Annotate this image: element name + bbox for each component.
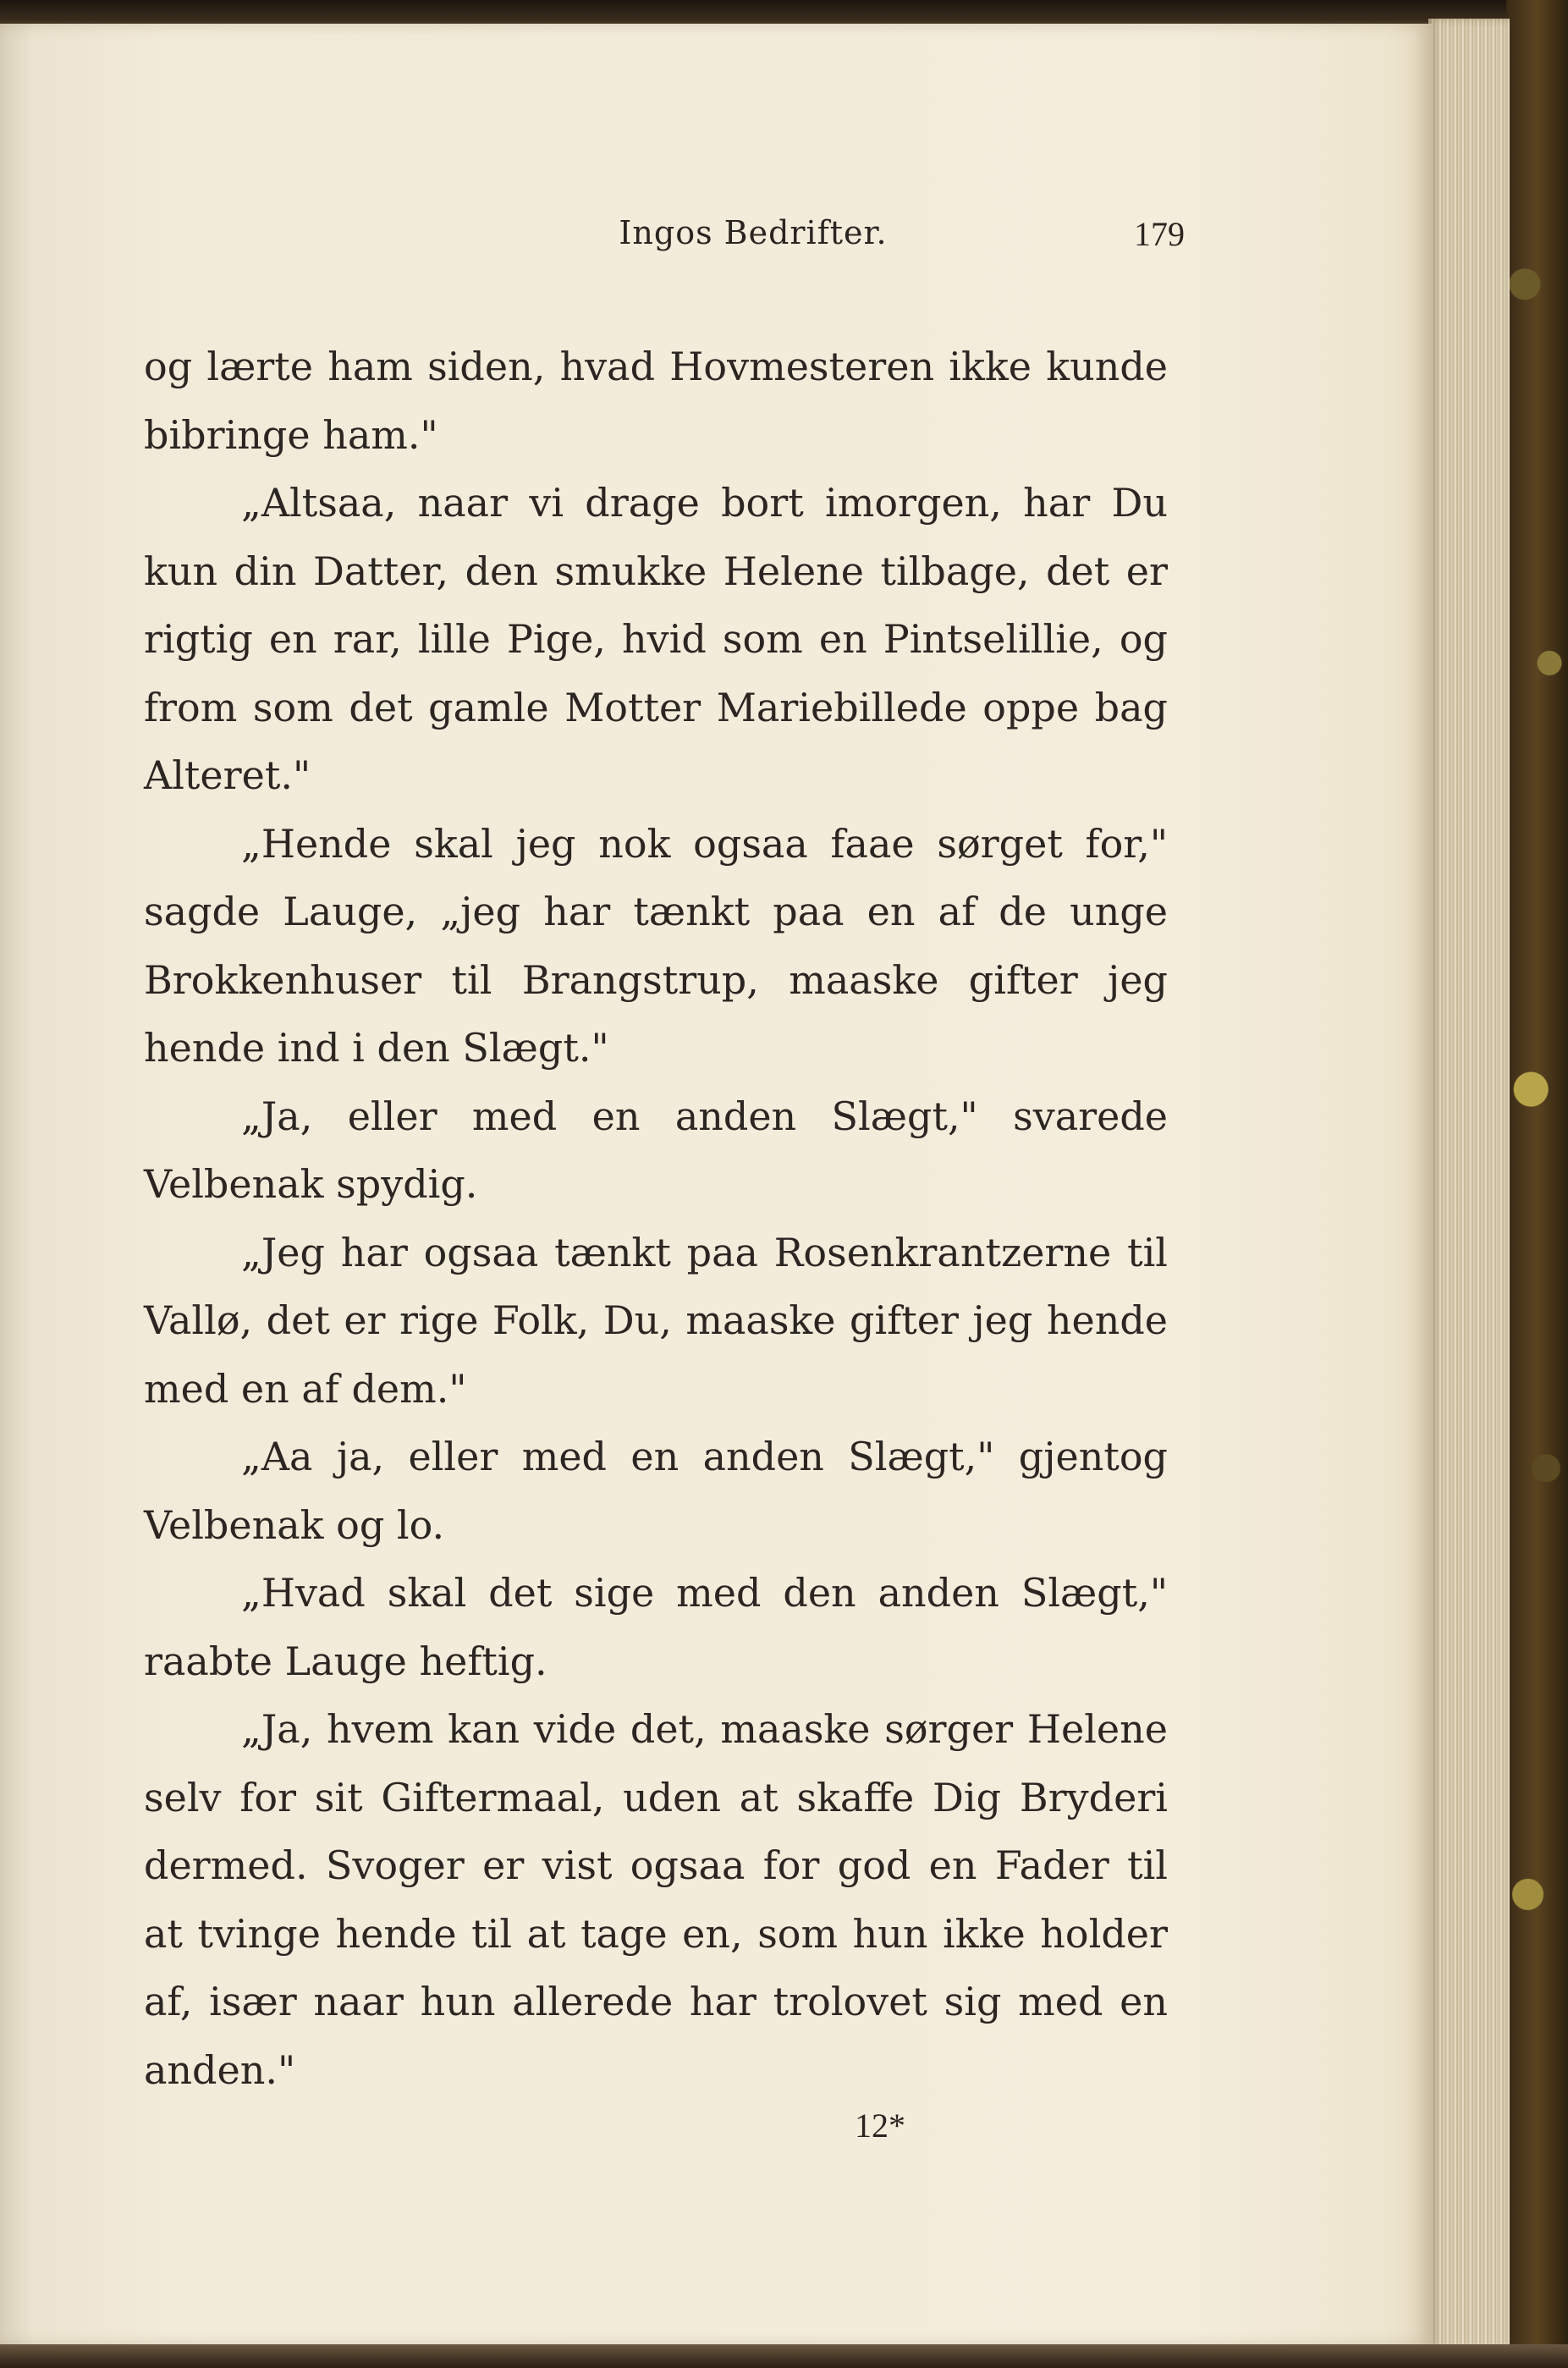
page-number: 179	[1134, 215, 1185, 253]
paragraph: „Hende skal jeg nok ogsaa faae sørget for," sagde Lauge, „jeg har tænkt paa en af de unge Brokkenhuser til Brangstrup, maaske gifter jeg hende ind i den Slægt."	[144, 820, 1168, 1071]
signature-mark: 12*	[855, 2106, 905, 2145]
cover-bottom-edge	[0, 2344, 1568, 2368]
book-page	[0, 24, 1432, 2346]
paragraph: „Ja, hvem kan vide det, maaske sørger Helene selv for sit Giftermaal, uden at skaffe Dig Bryderi dermed. Svoger er vist ogsaa for god en Fader til at tvinge hende til at tage en, som hun ikke holder af, især naar hun allerede har trolovet sig med en anden."	[144, 1706, 1168, 2093]
paragraph: „Jeg har ogsaa tænkt paa Rosenkrantzerne til Vallø, det er rige Folk, Du, maaske gifter jeg hende med en af dem."	[144, 1229, 1168, 1412]
paragraph: „Aa ja, eller med en anden Slægt," gjentog Velbenak og lo.	[144, 1434, 1168, 1548]
paragraph: „Hvad skal det sige med den anden Slægt," raabte Lauge heftig.	[144, 1570, 1168, 1684]
paragraph: „Altsaa, naar vi drage bort imorgen, har Du kun din Datter, den smukke Helene tilbage, det er rigtig en rar, lille Pige, hvid som en Pintselillie, og from som det gamle Motter Mariebillede oppe bag Alteret."	[144, 480, 1168, 798]
marbled-cover	[1506, 0, 1568, 2368]
page-edges	[1428, 19, 1510, 2354]
body-text	[144, 333, 1168, 2104]
running-title: Ingos Bedrifter.	[619, 214, 888, 251]
page-header	[144, 214, 1185, 265]
paragraph: „Ja, eller med en anden Slægt," svarede Velbenak spydig.	[144, 1093, 1168, 1207]
paragraph: og lærte ham siden, hvad Hovmesteren ikke kunde bibringe ham."	[144, 344, 1168, 458]
